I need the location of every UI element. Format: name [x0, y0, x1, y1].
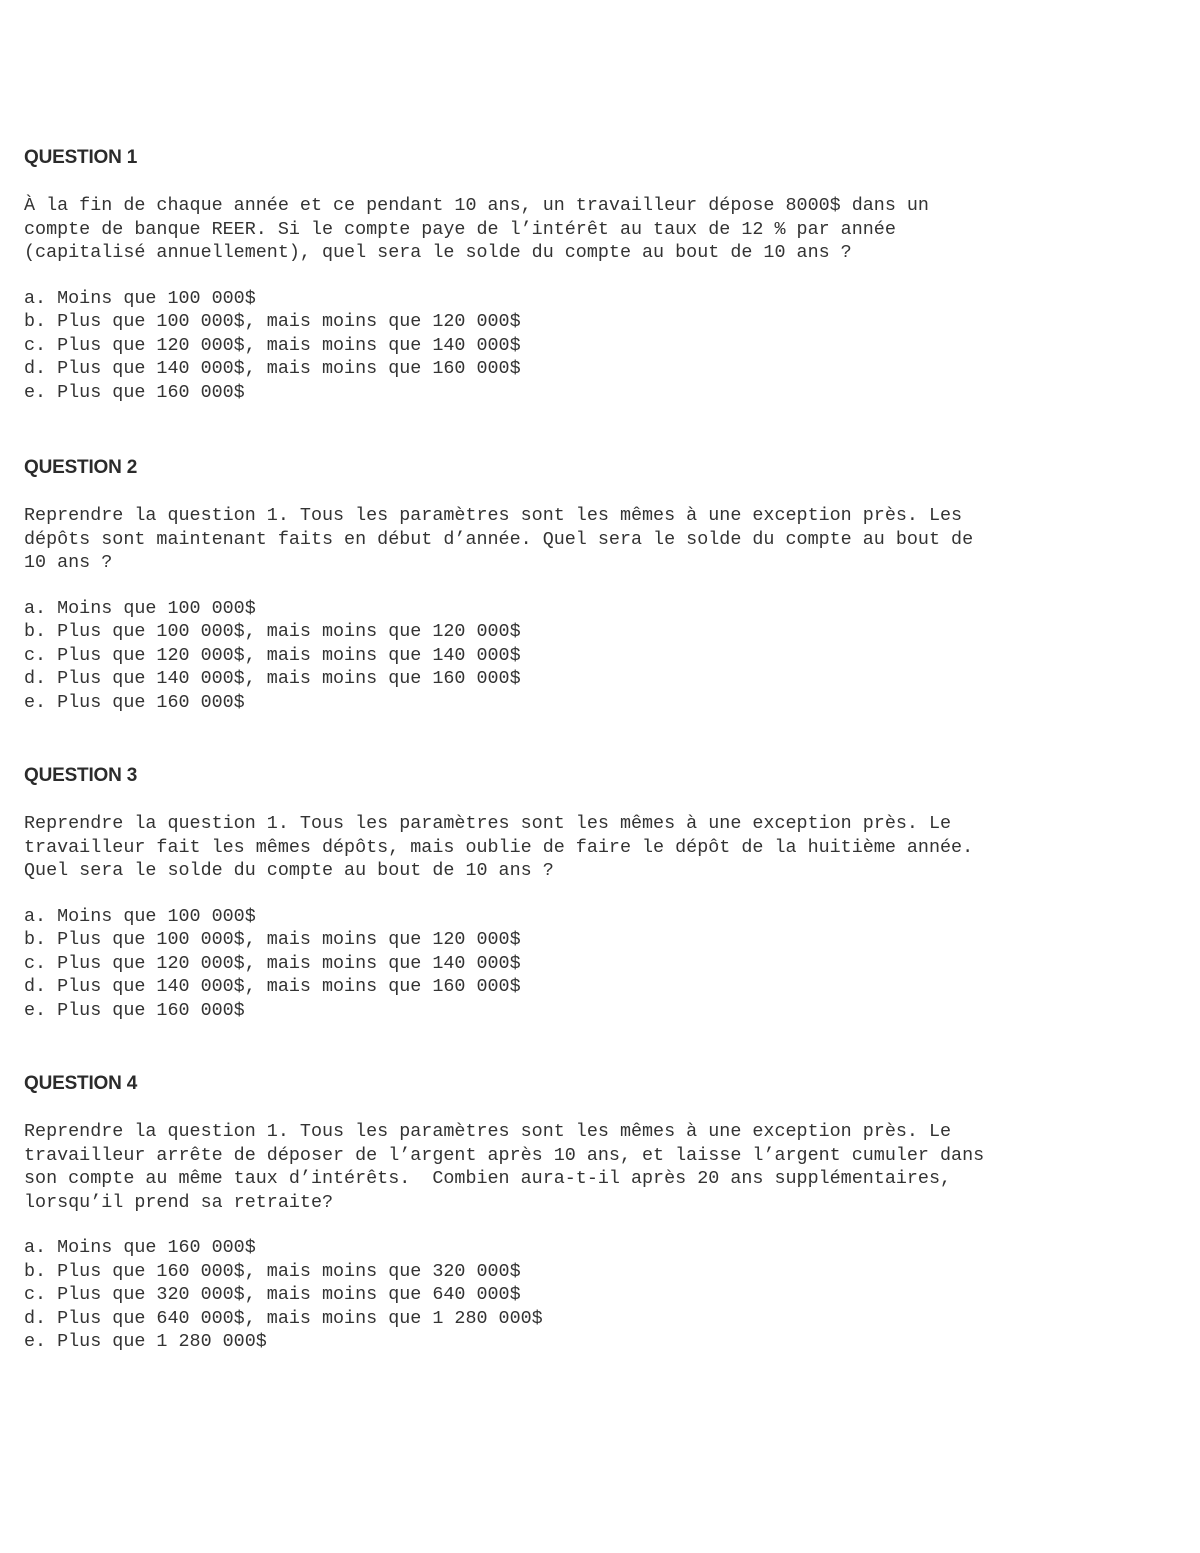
answer-option-c: c. Plus que 120 000$, mais moins que 140 000$ [24, 644, 521, 666]
answer-option-e: e. Plus que 160 000$ [24, 691, 245, 713]
question-text-line: Reprendre la question 1. Tous les paramètres sont les mêmes à une exception près. Les [24, 505, 963, 526]
question-title: QUESTION 1 [24, 147, 138, 168]
question-text-line: lorsqu’il prend sa retraite? [24, 1191, 334, 1213]
answer-option-e: e. Plus que 160 000$ [24, 381, 245, 403]
answer-option-d: d. Plus que 140 000$, mais moins que 160 000$ [24, 976, 521, 997]
question-text-line: 10 ans ? [24, 552, 113, 573]
question-text-line: Quel sera le solde du compte au bout de 10 ans ? [24, 860, 554, 881]
question-text [24, 504, 1174, 575]
answer-option-e: e. Plus que 1 280 000$ [24, 1331, 267, 1352]
answer-option-c: c. Plus que 120 000$, mais moins que 140 000$ [24, 334, 521, 356]
question-text-line: travailleur arrête de déposer de l’argent après 10 ans, et laisse l’argent cumuler dans [24, 1144, 985, 1166]
answer-option-e: e. Plus que 160 000$ [24, 999, 245, 1021]
question-4 [24, 1072, 1174, 1354]
question-text-line: Reprendre la question 1. Tous les paramètres sont les mêmes à une exception près. Le [24, 813, 952, 834]
answer-options [24, 905, 1174, 1023]
question-3 [24, 764, 1174, 1032]
question-text-line: Reprendre la question 1. Tous les paramètres sont les mêmes à une exception près. Le [24, 1121, 952, 1142]
question-text-line: (capitalisé annuellement), quel sera le solde du compte au bout de 10 ans ? [24, 242, 852, 263]
question-title: QUESTION 4 [24, 1073, 138, 1094]
answer-option-a: a. Moins que 160 000$ [24, 1237, 256, 1258]
answer-option-c: c. Plus que 320 000$, mais moins que 640 000$ [24, 1284, 521, 1305]
question-2 [24, 456, 1174, 724]
document-page [24, 146, 1174, 1394]
answer-option-d: d. Plus que 140 000$, mais moins que 160 000$ [24, 668, 521, 689]
answer-option-b: b. Plus que 160 000$, mais moins que 320 000$ [24, 1260, 521, 1282]
answer-option-a: a. Moins que 100 000$ [24, 905, 256, 927]
answer-option-a: a. Moins que 100 000$ [24, 287, 256, 309]
question-text-line: son compte au même taux d’intérêts. Combien aura-t-il après 20 ans supplémentaires, [24, 1168, 952, 1189]
question-title: QUESTION 3 [24, 765, 138, 786]
answer-option-b: b. Plus que 100 000$, mais moins que 120 000$ [24, 311, 521, 332]
question-1 [24, 146, 1174, 416]
answer-option-d: d. Plus que 140 000$, mais moins que 160 000$ [24, 358, 521, 379]
answer-options [24, 287, 1174, 405]
question-text [24, 1120, 1174, 1214]
answer-options [24, 597, 1174, 715]
answer-option-d: d. Plus que 640 000$, mais moins que 1 280 000$ [24, 1307, 543, 1329]
answer-options [24, 1236, 1174, 1354]
question-text-line: dépôts sont maintenant faits en début d’année. Quel sera le solde du compte au bout de [24, 528, 974, 550]
answer-option-b: b. Plus que 100 000$, mais moins que 120 000$ [24, 929, 521, 950]
question-text-line: travailleur fait les mêmes dépôts, mais oublie de faire le dépôt de la huitième année. [24, 836, 974, 858]
question-text-line: compte de banque REER. Si le compte paye de l’intérêt au taux de 12 % par année [24, 218, 896, 240]
question-title: QUESTION 2 [24, 457, 138, 478]
answer-option-c: c. Plus que 120 000$, mais moins que 140 000$ [24, 952, 521, 974]
answer-option-a: a. Moins que 100 000$ [24, 597, 256, 619]
question-text [24, 194, 1174, 265]
question-text [24, 812, 1174, 883]
question-text-line: À la fin de chaque année et ce pendant 10 ans, un travailleur dépose 8000$ dans un [24, 195, 929, 216]
answer-option-b: b. Plus que 100 000$, mais moins que 120 000$ [24, 621, 521, 642]
